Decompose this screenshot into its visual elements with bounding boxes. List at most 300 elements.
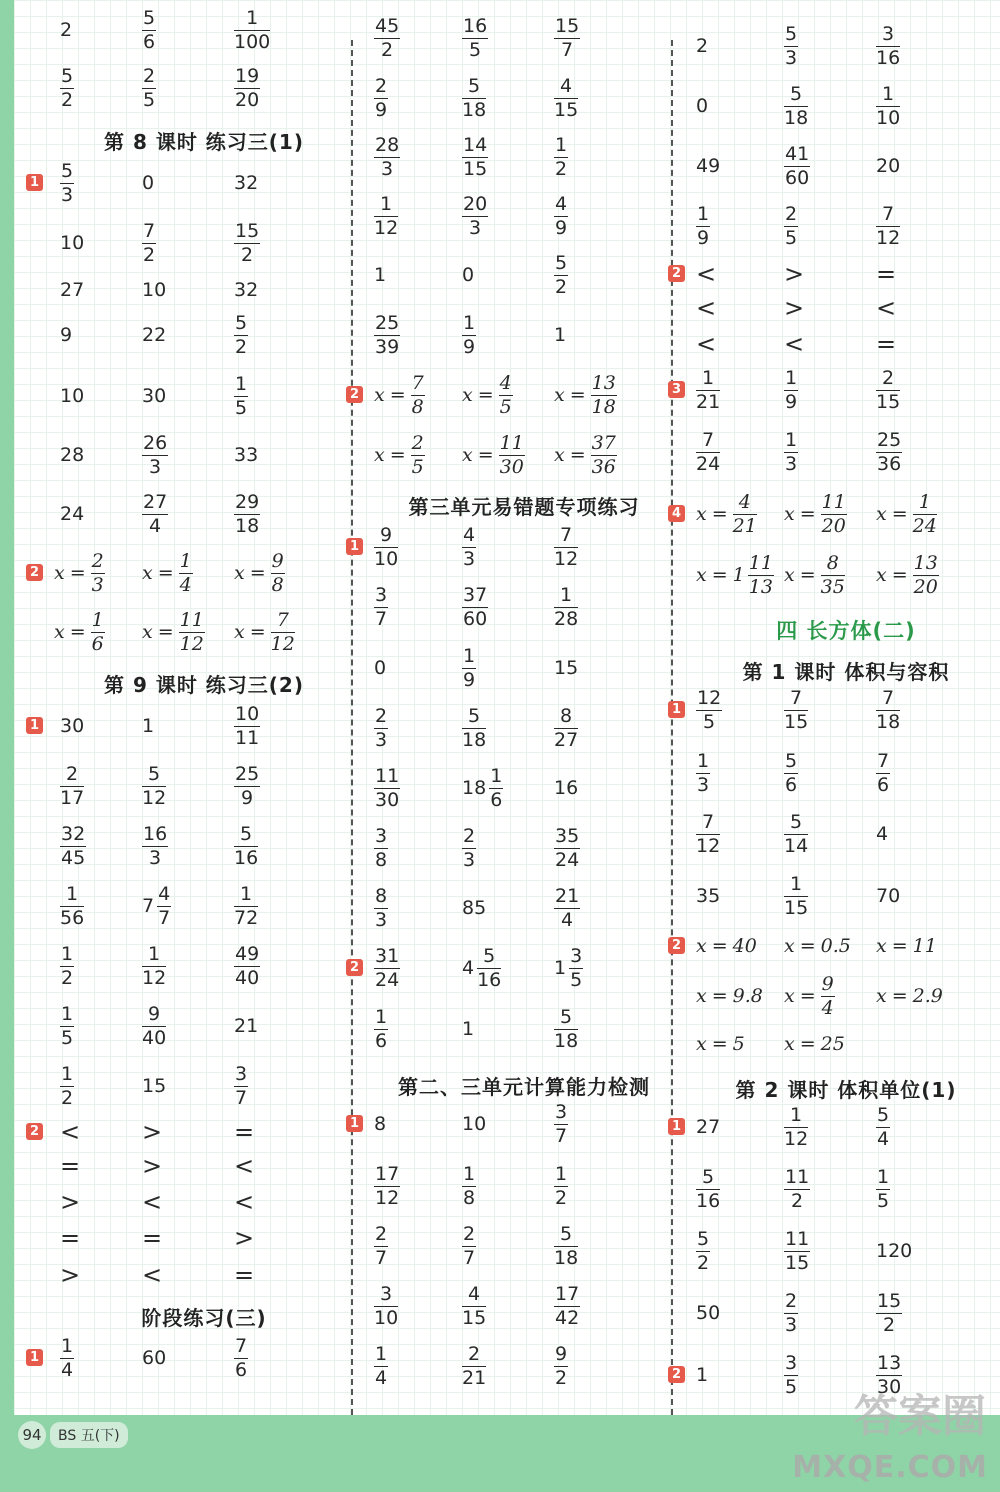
variable: x (784, 1033, 795, 1055)
answer-cell (784, 550, 845, 600)
fraction (60, 1002, 74, 1049)
answer-cell (142, 941, 166, 991)
fraction (234, 762, 260, 809)
fraction (554, 824, 580, 871)
answer-cell (142, 63, 156, 113)
answer-value: 27 (696, 1116, 721, 1138)
fraction (696, 749, 710, 796)
variable: x (554, 444, 565, 466)
answer-cell (784, 1102, 808, 1152)
numerator: 13 (877, 1351, 902, 1374)
comparison-symbol: > (784, 260, 805, 288)
answer-cell (554, 643, 578, 693)
fraction (234, 1334, 248, 1381)
fraction (271, 549, 285, 596)
equation (876, 985, 943, 1007)
numerator: 1 (61, 1002, 74, 1025)
numerator: 1 (882, 82, 895, 105)
numerator: 1 (91, 608, 104, 631)
fraction (821, 490, 847, 537)
fraction (784, 82, 809, 129)
denominator: 16 (477, 968, 502, 991)
answer-cell (554, 191, 568, 241)
denominator: 2 (235, 335, 248, 358)
numerator: 1 (375, 1342, 388, 1365)
numerator: 49 (235, 942, 260, 965)
fraction (462, 1282, 487, 1329)
numerator: 2 (375, 74, 388, 97)
fraction (234, 6, 271, 53)
numerator: 1 (555, 1162, 568, 1185)
numerator: 7 (411, 371, 424, 394)
numerator: 5 (143, 6, 156, 29)
fraction (876, 749, 890, 796)
denominator: 3 (469, 216, 482, 239)
equals-sign: = (477, 444, 494, 466)
answer-cell (234, 158, 258, 208)
answer-cell (696, 685, 722, 735)
numerator: 19 (235, 64, 260, 87)
numerator: 5 (61, 159, 74, 182)
answer-cell (462, 643, 476, 693)
fraction (374, 1282, 399, 1329)
answer-cell (784, 427, 798, 477)
denominator: 5 (785, 1375, 798, 1398)
numerator: 2 (785, 1289, 798, 1312)
numerator: 12 (697, 686, 722, 709)
numerator: 1 (240, 882, 253, 905)
answer-cell (784, 21, 798, 71)
answer-cell (234, 310, 248, 360)
fraction (374, 133, 400, 180)
answer-cell (462, 250, 474, 300)
question-number-badge: 1 (668, 1118, 685, 1135)
answer-cell (876, 1164, 890, 1214)
numerator: 7 (790, 686, 803, 709)
answer-cell (876, 1226, 912, 1276)
fraction (912, 490, 937, 537)
answer-cell (784, 685, 808, 735)
numerator: 7 (702, 810, 715, 833)
denominator: 5 (499, 395, 512, 418)
answer-cell (374, 132, 400, 182)
denominator: 5 (235, 396, 248, 419)
variable: x (462, 384, 473, 406)
comparison-symbol: > (60, 1261, 81, 1289)
denominator: 2 (241, 243, 254, 266)
answer-value: 0 (462, 264, 475, 286)
answer-row (374, 73, 674, 123)
numerator: 1 (555, 133, 568, 156)
denominator: 3 (375, 728, 388, 751)
fraction (234, 219, 260, 266)
whole-part: 4 (462, 957, 475, 979)
denominator: 6 (235, 1358, 248, 1381)
denominator: 15 (876, 390, 901, 413)
answer-cell (696, 550, 774, 600)
equals-sign: = (711, 503, 728, 525)
denominator: 18 (554, 1246, 579, 1269)
answer-value: 21 (234, 1015, 259, 1037)
fraction (60, 64, 74, 111)
fraction (462, 311, 476, 358)
answer-cell (142, 1250, 162, 1300)
fraction (489, 764, 503, 811)
equation (54, 549, 105, 596)
numerator: 3 (882, 22, 895, 45)
equals-sign: = (569, 384, 586, 406)
fraction (748, 551, 774, 598)
fraction (784, 1227, 810, 1274)
equation (784, 490, 847, 537)
denominator: 2 (555, 1366, 568, 1389)
denominator: 2 (697, 1251, 710, 1274)
numerator: 11 (499, 431, 524, 454)
fraction (142, 942, 167, 989)
fraction (462, 523, 476, 570)
answer-row (54, 371, 354, 421)
answer-page (14, 0, 1000, 1415)
fraction (784, 1103, 809, 1150)
numerator: 17 (375, 1162, 400, 1185)
numerator: 7 (276, 608, 289, 631)
answer-row (696, 748, 996, 798)
comparison-symbol: < (696, 260, 717, 288)
denominator: 12 (179, 632, 204, 655)
fraction (696, 810, 721, 857)
numerator: 5 (785, 749, 798, 772)
answer-cell (696, 871, 720, 921)
fraction (374, 311, 400, 358)
denominator: 4 (821, 996, 834, 1019)
fraction (60, 159, 74, 206)
answer-cell (696, 971, 763, 1021)
denominator: 7 (158, 906, 171, 929)
fraction (234, 1062, 248, 1109)
equation (696, 1033, 745, 1055)
answer-cell (374, 1099, 386, 1149)
answer-value: 35 (696, 885, 721, 907)
question-number-badge: 2 (26, 1123, 43, 1140)
numerator: 31 (375, 944, 400, 967)
denominator: 12 (554, 547, 579, 570)
denominator: 7 (375, 607, 388, 630)
numerator: 1 (785, 366, 798, 389)
answer-value: 16 (554, 777, 579, 799)
fraction (374, 1005, 388, 1052)
answer-value: 10 (60, 385, 85, 407)
answer-row (29, 701, 354, 751)
fraction (374, 704, 388, 751)
answer-row (374, 763, 674, 813)
answer-cell (374, 1221, 388, 1271)
denominator: 6 (877, 773, 890, 796)
comparison-symbol: < (142, 1261, 163, 1289)
answer-row (29, 158, 354, 208)
answer-row (54, 489, 354, 539)
answer-cell (142, 607, 205, 657)
fraction (60, 942, 74, 989)
numerator: 2 (375, 1222, 388, 1245)
equals-sign: = (389, 444, 406, 466)
answer-value: 15 (142, 1075, 167, 1097)
numerator: 11 (748, 551, 773, 574)
fraction (554, 74, 579, 121)
denominator: 10 (876, 106, 901, 129)
equation (462, 371, 513, 418)
fraction (784, 810, 809, 857)
denominator: 18 (462, 728, 487, 751)
answer-row (374, 132, 674, 182)
question-number-badge: 2 (668, 937, 685, 954)
comparison-symbol: < (234, 1152, 255, 1180)
numerator: 9 (380, 523, 393, 546)
fraction (142, 1002, 167, 1049)
denominator: 42 (555, 1306, 580, 1329)
numerator: 16 (143, 822, 168, 845)
answer-cell (876, 871, 900, 921)
comparison-symbol: = (60, 1224, 81, 1252)
fraction (234, 882, 259, 929)
equation (876, 935, 937, 957)
denominator: 3 (91, 573, 104, 596)
fraction (696, 1227, 710, 1274)
answer-cell (462, 1004, 474, 1054)
answer-cell (554, 370, 617, 420)
question-number-badge: 4 (668, 505, 685, 522)
denominator: 56 (60, 906, 85, 929)
denominator: 12 (876, 226, 901, 249)
answer-cell (462, 310, 476, 360)
answer-cell (374, 430, 425, 480)
denominator: 15 (463, 157, 488, 180)
numerator: 5 (560, 1222, 573, 1245)
answer-cell (234, 761, 260, 811)
denominator: 2 (61, 966, 74, 989)
equals-sign: = (799, 1033, 816, 1055)
fraction (569, 944, 583, 991)
answer-cell (60, 881, 84, 931)
denominator: 2 (61, 1086, 74, 1109)
fraction (462, 1162, 476, 1209)
denominator: 6 (785, 773, 798, 796)
denominator: 100 (234, 30, 271, 53)
answer-value: 25 (820, 1033, 845, 1055)
denominator: 16 (234, 846, 259, 869)
numerator: 2 (143, 64, 156, 87)
fraction (234, 702, 260, 749)
answer-row (696, 81, 996, 131)
column-divider (351, 40, 353, 1415)
equals-sign: = (891, 564, 908, 586)
equals-sign: = (157, 562, 174, 584)
equals-sign: = (569, 444, 586, 466)
comparison-symbol: < (142, 1188, 163, 1216)
answer-cell (234, 548, 285, 598)
answer-cell (234, 1250, 254, 1300)
answer-cell (696, 1102, 720, 1152)
answer-row (349, 1099, 674, 1149)
denominator: 30 (375, 788, 400, 811)
fraction (60, 882, 85, 929)
answer-value: 15 (554, 657, 579, 679)
numerator: 1 (61, 1062, 74, 1085)
denominator: 14 (784, 834, 809, 857)
equation (696, 985, 763, 1007)
numerator: 7 (702, 428, 715, 451)
answer-value: 0 (374, 657, 387, 679)
denominator: 3 (785, 1313, 798, 1336)
numerator: 2 (882, 366, 895, 389)
numerator: 25 (877, 428, 902, 451)
numerator: 4 (560, 74, 573, 97)
denominator: 8 (271, 573, 284, 596)
denominator: 2 (555, 157, 568, 180)
answer-cell (784, 365, 798, 415)
numerator: 5 (483, 944, 496, 967)
mixed-number (462, 764, 503, 811)
comparison-symbol: = (60, 1152, 81, 1180)
denominator: 9 (785, 390, 798, 413)
fraction (591, 371, 617, 418)
answer-row (696, 319, 996, 369)
denominator: 27 (554, 728, 579, 751)
answer-cell (462, 823, 476, 873)
numerator: 8 (375, 884, 388, 907)
answer-cell (374, 703, 388, 753)
numerator: 1 (463, 311, 476, 334)
fraction (142, 762, 167, 809)
answer-cell (374, 1341, 388, 1391)
denominator: 21 (462, 1366, 487, 1389)
fraction (554, 14, 580, 61)
fraction (876, 82, 901, 129)
answer-row (374, 883, 674, 933)
numerator: 1 (918, 490, 931, 513)
answer-cell (696, 427, 720, 477)
numerator: 7 (143, 219, 156, 242)
answer-value: 10 (60, 232, 85, 254)
answer-cell (554, 430, 617, 480)
fraction (142, 431, 168, 478)
equals-sign: = (799, 985, 816, 1007)
denominator: 12 (142, 786, 167, 809)
numerator: 8 (826, 551, 839, 574)
fraction (142, 64, 156, 111)
answer-row (374, 250, 674, 300)
answer-cell (876, 141, 900, 191)
answer-cell (234, 5, 270, 55)
fraction (784, 428, 798, 475)
numerator: 25 (235, 762, 260, 785)
denominator: 24 (912, 514, 937, 537)
comparison-symbol: < (234, 1188, 255, 1216)
denominator: 4 (149, 514, 162, 537)
answer-cell (462, 1161, 476, 1211)
answer-row (696, 21, 996, 71)
answer-cell (696, 489, 757, 539)
numerator: 21 (555, 884, 580, 907)
fraction (462, 1342, 487, 1389)
equation (554, 371, 617, 418)
answer-cell (60, 761, 84, 811)
answer-cell (462, 1281, 486, 1331)
answer-value: 50 (696, 1302, 721, 1324)
section-heading: 第二、三单元计算能力检测 (398, 1074, 650, 1099)
fraction (462, 583, 488, 630)
denominator: 3 (149, 846, 162, 869)
answer-cell (60, 821, 86, 871)
numerator: 1 (697, 749, 710, 772)
denominator: 7 (561, 38, 574, 61)
denominator: 10 (374, 1306, 399, 1329)
answer-cell (696, 201, 710, 251)
fraction (784, 1165, 810, 1212)
answer-row (54, 1250, 354, 1300)
whole-part: 1 (732, 564, 745, 586)
answer-row (374, 1341, 674, 1391)
answer-cell (784, 971, 835, 1021)
answer-value: 5 (732, 1033, 745, 1055)
fraction (784, 366, 798, 413)
answer-cell (142, 821, 168, 871)
fraction (499, 431, 525, 478)
denominator: 18 (554, 1029, 579, 1052)
answer-cell (784, 748, 798, 798)
fraction (374, 884, 388, 931)
fraction (234, 822, 259, 869)
answer-cell (554, 522, 578, 572)
answer-cell (60, 1001, 74, 1051)
fraction (462, 74, 487, 121)
answer-value: 9.8 (732, 985, 763, 1007)
answer-cell (142, 489, 168, 539)
answer-cell (374, 250, 386, 300)
denominator: 2 (61, 88, 74, 111)
equals-sign: = (799, 935, 816, 957)
answer-cell (462, 703, 486, 753)
answer-cell (696, 141, 720, 191)
denominator: 7 (235, 1086, 248, 1109)
fraction (374, 74, 388, 121)
denominator: 16 (696, 1189, 721, 1212)
answer-cell (784, 809, 808, 859)
answer-cell (142, 371, 166, 421)
answer-cell (374, 763, 400, 813)
denominator: 12 (375, 1186, 400, 1209)
answer-cell (142, 158, 154, 208)
denominator: 36 (877, 452, 902, 475)
numerator: 4 (158, 882, 171, 905)
answer-row (374, 643, 674, 693)
fraction (234, 942, 260, 989)
answer-cell (462, 763, 503, 813)
fraction (60, 1062, 74, 1109)
fraction (60, 1334, 74, 1381)
denominator: 28 (554, 607, 579, 630)
numerator: 20 (463, 192, 488, 215)
variable: x (784, 985, 795, 1007)
answer-cell (142, 701, 154, 751)
answer-cell (462, 1341, 486, 1391)
grade-label: BS 五(下) (50, 1422, 128, 1448)
equation (784, 935, 851, 957)
question-number-badge: 1 (26, 174, 43, 191)
numerator: 9 (148, 1002, 161, 1025)
answer-cell (876, 427, 902, 477)
answer-cell (142, 310, 166, 360)
numerator: 41 (785, 142, 810, 165)
